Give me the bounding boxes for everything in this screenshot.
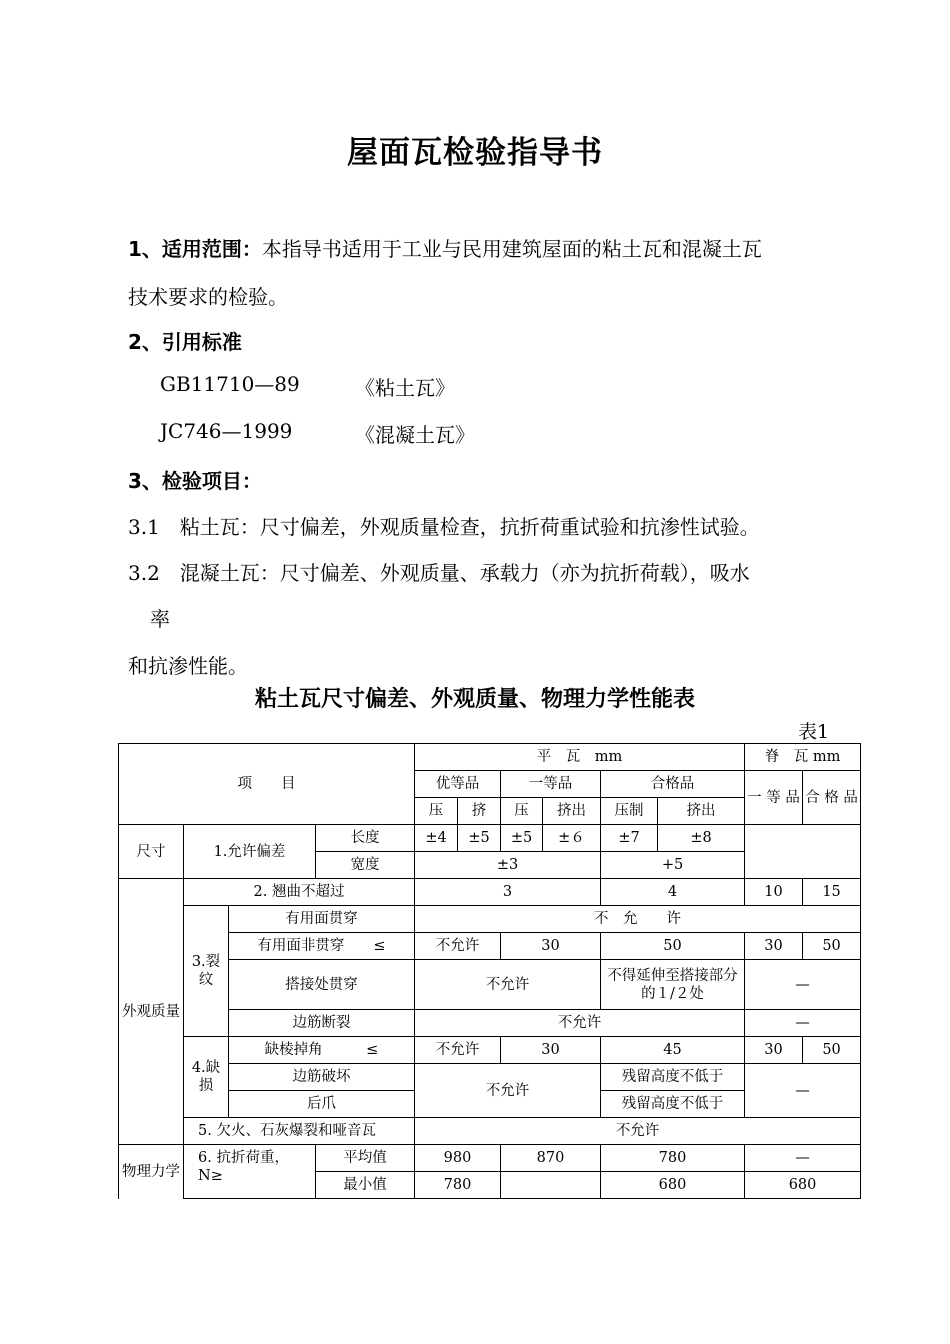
- length-value: ±7: [601, 825, 658, 852]
- warp-value: 10: [745, 879, 803, 906]
- underfire-value: 不允许: [415, 1118, 861, 1145]
- corner-loss-value: 不允许: [415, 1037, 501, 1064]
- min-value: 680: [601, 1172, 745, 1199]
- warp-value: 15: [803, 879, 861, 906]
- crack-through-value: 不 允 许: [415, 906, 861, 933]
- header-flat-tile: 平 瓦 mm: [415, 744, 745, 771]
- min-value: 680: [745, 1172, 861, 1199]
- crack-lap-value-2: 不得延伸至搭接部分的１/２处: [601, 960, 745, 1010]
- standard-name-1: 《粘土瓦》: [355, 376, 455, 400]
- load-label: 6. 抗折荷重，N≥: [184, 1145, 316, 1199]
- section3-item2-part1: 3.2 混凝土瓦：尺寸偏差、外观质量、承载力（亦为抗折荷载），吸水: [128, 561, 750, 585]
- rear-claw-label: 后爪: [229, 1091, 415, 1118]
- warp-value: 4: [601, 879, 745, 906]
- corner-loss-value: 30: [501, 1037, 601, 1064]
- rear-claw-value: 残留高度不低于: [601, 1091, 745, 1118]
- rib-fracture-value: 不允许: [415, 1010, 745, 1037]
- crack-lap-value-3: —: [745, 960, 861, 1010]
- standard-name-2: 《混凝土瓦》: [355, 423, 475, 447]
- header-extrude-3: 挤出: [658, 798, 745, 825]
- section1-text-part1: 本指导书适用于工业与民用建筑屋面的粘土瓦和混凝土瓦: [261, 237, 762, 261]
- crack-non-through-label: 有用面非贯穿 ≤: [229, 933, 415, 960]
- crack-non-through-value: 不允许: [415, 933, 501, 960]
- width-label: 宽度: [316, 852, 415, 879]
- header-ridge-tile: 脊 瓦 mm: [745, 744, 861, 771]
- standard-code-2: JC746—1999: [160, 419, 293, 443]
- section1-line1: [128, 233, 762, 262]
- width-value-second: +5: [601, 852, 745, 879]
- rib-fracture-label: 边筋断裂: [229, 1010, 415, 1037]
- header-press: 压: [415, 798, 458, 825]
- corner-loss-value: 50: [803, 1037, 861, 1064]
- crack-label: 3.裂纹: [184, 906, 229, 1037]
- corner-loss-value: 45: [601, 1037, 745, 1064]
- crack-non-through-value: 50: [601, 933, 745, 960]
- min-value: 780: [415, 1172, 501, 1199]
- header-first-class: 一等品: [501, 771, 601, 798]
- defect-ridge-value: —: [745, 1064, 861, 1118]
- size-tolerance: 1.允许偏差: [184, 825, 316, 879]
- crack-through-label: 有用面贯穿: [229, 906, 415, 933]
- defect-label: 4.缺损: [184, 1037, 229, 1118]
- crack-lap-value: 不允许: [415, 960, 601, 1010]
- physical-label: 物理力学: [119, 1145, 184, 1199]
- rib-damage-value: 残留高度不低于: [601, 1064, 745, 1091]
- warp-label: 2. 翘曲不超过: [184, 879, 415, 906]
- crack-non-through-value: 30: [501, 933, 601, 960]
- warp-value: 3: [415, 879, 601, 906]
- crack-non-through-value: 50: [803, 933, 861, 960]
- header-ridge-first: 一 等 品: [745, 771, 803, 825]
- avg-value: —: [745, 1145, 861, 1172]
- rib-damage-label: 边筋破坏: [229, 1064, 415, 1091]
- length-value: ±６: [543, 825, 601, 852]
- length-value: ±8: [658, 825, 745, 852]
- length-value: ±5: [458, 825, 501, 852]
- avg-value: 980: [415, 1145, 501, 1172]
- table-title: 粘土瓦尺寸偏差、外观质量、物理力学性能表: [254, 687, 695, 712]
- corner-loss-value: 30: [745, 1037, 803, 1064]
- section2-heading: 2、引用标准: [128, 330, 242, 354]
- size-label: 尺寸: [119, 825, 184, 879]
- avg-value: 870: [501, 1145, 601, 1172]
- corner-loss-label: 缺棱掉角 ≤: [229, 1037, 415, 1064]
- section3-item2-part3: 和抗渗性能。: [128, 654, 248, 678]
- header-extrude-2: 挤出: [543, 798, 601, 825]
- rib-fracture-value-2: —: [745, 1010, 861, 1037]
- section3-item2-part2: 率: [150, 607, 170, 631]
- header-press-2: 压: [501, 798, 543, 825]
- crack-non-through-value: 30: [745, 933, 803, 960]
- header-item: 项 目: [119, 744, 415, 825]
- document-title: 屋面瓦检验指导书: [347, 135, 603, 171]
- header-ridge-qualified: 合 格 品: [803, 771, 861, 825]
- section3-item1: 3.1 粘土瓦：尺寸偏差，外观质量检查，抗折荷重试验和抗渗性试验。: [128, 515, 760, 539]
- avg-label: 平均值: [316, 1145, 415, 1172]
- underfire-label: 5. 欠火、石灰爆裂和哑音瓦: [184, 1118, 415, 1145]
- length-value: ±4: [415, 825, 458, 852]
- section1-text-part2: 技术要求的检验。: [128, 285, 288, 309]
- table-number: 表1: [798, 721, 830, 743]
- size-ridge-empty: [745, 825, 861, 879]
- header-extrude: 挤: [458, 798, 501, 825]
- section3-heading: 3、检验项目：: [128, 469, 262, 493]
- min-value: [501, 1172, 601, 1199]
- header-superior: 优等品: [415, 771, 501, 798]
- section1-heading: 1、适用范围：: [128, 237, 262, 261]
- crack-lap-label: 搭接处贯穿: [229, 960, 415, 1010]
- clay-tile-table: [118, 743, 861, 1199]
- avg-value: 780: [601, 1145, 745, 1172]
- length-value: ±5: [501, 825, 543, 852]
- appearance-label: 外观质量: [119, 879, 184, 1145]
- width-value-first: ±3: [415, 852, 601, 879]
- standard-code-1: GB11710—89: [160, 372, 300, 396]
- defect-value: 不允许: [415, 1064, 601, 1118]
- length-label: 长度: [316, 825, 415, 852]
- header-qualified: 合格品: [601, 771, 745, 798]
- min-label: 最小值: [316, 1172, 415, 1199]
- header-press-3: 压制: [601, 798, 658, 825]
